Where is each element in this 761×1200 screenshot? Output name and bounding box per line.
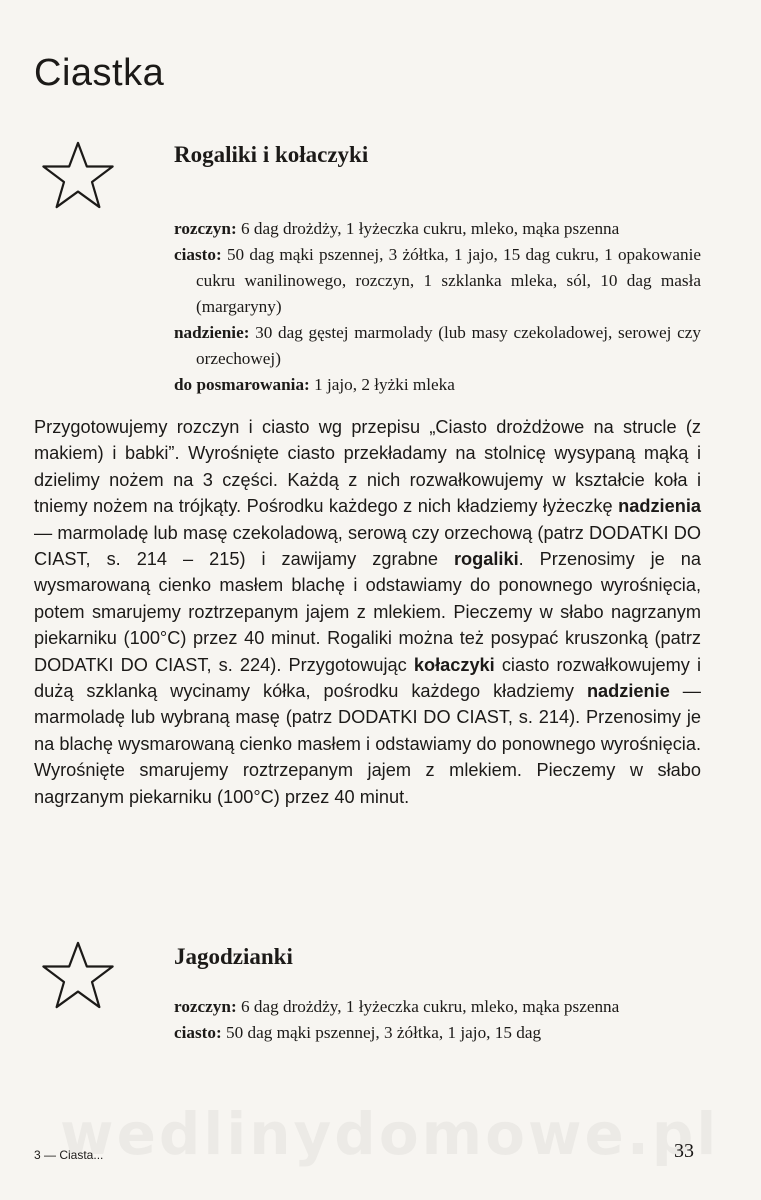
- ingredient-line: [174, 320, 701, 372]
- instructions-paragraph: [34, 414, 701, 810]
- ingredient-line: [174, 994, 701, 1020]
- ingredient-text: 30 dag gęstej marmolady (lub masy czekoladowej, serowej czy orzechowej): [196, 323, 701, 368]
- ingredients-list: [174, 994, 701, 1046]
- instructions: [34, 414, 701, 810]
- instructions-text: — marmoladę lub masę czekoladową, serową czy orzechową (patrz DODATKI DO CIAST, s. 214 – 215) i zawijamy zgrabne: [34, 522, 701, 570]
- ingredient-label: nadzienie:: [174, 323, 250, 342]
- watermark: [60, 1100, 740, 1168]
- recipe-title: Jagodzianki: [174, 944, 293, 969]
- ingredient-line: [174, 372, 701, 398]
- ingredient-line: [174, 1020, 701, 1046]
- keyword: nadzienia: [618, 496, 701, 517]
- instructions-text: Przygotowujemy rozczyn i ciasto wg przepisu „Ciasto drożdżowe na strucle (z makiem) i babki”. Wyrośnięte ciasto przekładamy na stolnicę wysypaną mąką i dzielimy nożem na 3 części. Każdą z nich rozwałkowujemy w kształcie koła i tniemy nożem na trójkąty. Pośrodku każdego z nich kładziemy łyżeczkę: [34, 417, 701, 517]
- star-outline-icon: [40, 940, 116, 1010]
- instructions-text: — marmoladę lub wybraną masę (patrz DODATKI DO CIAST, s. 214). Przenosimy je na blachę wysmarowaną cienko masłem i odstawiamy do ponownego wyrośnięcia. Wyrośnięte smarujemy roztrzepanym jajem z mlekiem. Pieczemy w słabo nagrzanym piekarniku (100°C) przez 40 minut.: [34, 681, 701, 807]
- signature-mark: 3 — Ciasta...: [34, 1148, 104, 1162]
- ingredient-label: rozczyn:: [174, 219, 237, 238]
- recipe-title: Rogaliki i kołaczyki: [174, 142, 369, 167]
- ingredient-line: [174, 216, 701, 242]
- instructions-text: ciasto rozwałkowujemy i dużą szklanką wycinamy kółka, pośrodku każdego kładziemy: [34, 654, 701, 702]
- ingredient-text: 50 dag mąki pszennej, 3 żółtka, 1 jajo, 15 dag: [221, 1023, 542, 1042]
- keyword: nadzienie: [586, 681, 670, 702]
- ingredient-label: ciasto:: [174, 1023, 222, 1042]
- ingredient-text: 50 dag mąki pszennej, 3 żółtka, 1 jajo, 15 dag cukru, 1 opakowanie cukru wanilinowego, rozczyn, 1 szklanka mleka, sól, 10 dag masła (margaryny): [196, 245, 701, 316]
- ingredients-list: [174, 216, 701, 398]
- ingredient-label: rozczyn:: [174, 997, 237, 1016]
- ingredient-line: [174, 242, 701, 320]
- ingredient-text: 1 jajo, 2 łyżki mleka: [309, 375, 455, 394]
- keyword: kołaczyki: [413, 654, 495, 675]
- star-outline-icon: [40, 140, 116, 210]
- ingredient-label: ciasto:: [174, 245, 222, 264]
- page-number: 33: [674, 1140, 694, 1162]
- keyword: rogaliki: [453, 549, 519, 570]
- ingredient-label: do posmarowania:: [174, 375, 310, 394]
- ingredient-text: 6 dag drożdży, 1 łyżeczka cukru, mleko, mąka pszenna: [236, 997, 620, 1016]
- ingredient-text: 6 dag drożdży, 1 łyżeczka cukru, mleko, mąka pszenna: [236, 219, 620, 238]
- section-title: Ciastka: [34, 52, 165, 94]
- instructions-text: . Przenosimy je na wysmarowaną cienko masłem blachę i odstawiamy do ponownego wyrośnięcia, potem smarujemy roztrzepanym jajem z mlekiem. Pieczemy w słabo nagrzanym piekarniku (100°C) przez 40 minut. Rogaliki można też posypać kruszonką (patrz DODATKI DO CIAST, s. 224). Przygotowując: [34, 549, 702, 675]
